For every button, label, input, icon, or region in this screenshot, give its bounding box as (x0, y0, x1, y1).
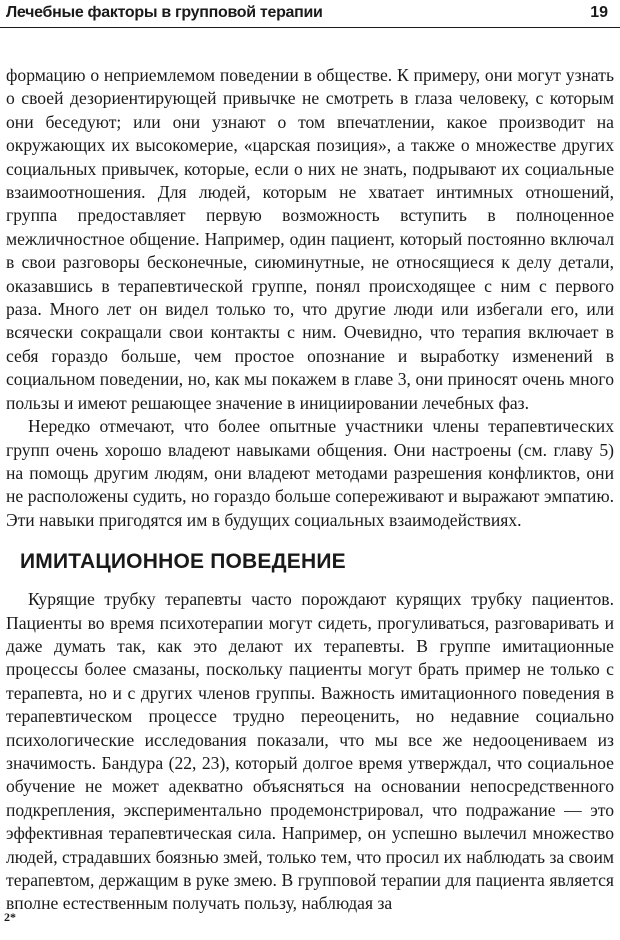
paragraph: Курящие трубку терапевты часто порождают курящих трубку пациентов. Пациенты во время психотерапии могут сидеть, прогуливаться, разговаривать и даже думать так, как это делают их терапевты. В группе имитационные процессы более смазаны, поскольку пациенты могут брать пример не только с терапевта, но и с других членов группы. Важность имитационного поведения в терапевтическом процессе трудно переоценить, но недавние социально психологические исследования показали, что мы все же недооцениваем из значимость. Бандура (22, 23), который долгое время утверждал, что социальное обучение не может адекватно объясняться на основании непосредственного подкрепления, экспериментально продемонстрировал, что подражание — это эффективная терапевтическая сила. Например, он успешно вылечил множество людей, страдавших боязнью змей, только тем, что просил их наблюдать за своим терапевтом, держащим в руке змею. В групповой терапии для пациента является вполне естественным получать пользу, наблюдая за (6, 589, 614, 914)
page-body (6, 64, 614, 916)
paragraph-continued: формацию о неприемлемом поведении в обществе. К примеру, они могут узнать о своей дезориентирующей привычке не смотреть в глаза человеку, с которым они беседуют; или они узнают о том впечатлении, какое производит на окружающих их высокомерие, «царская позиция», а также о множестве других социальных привычек, которые, если о них не знать, подрывают их социальные взаимоотношения. Для людей, которым не хватает интимных отношений, группа предоставляет первую возможность вступить в полноценное межличностное общение. Например, один пациент, который постоянно включал в свои разговоры бесконечные, сиюминутные, не относящиеся к делу детали, оказавшись в терапевтической группе, понял происходящее с ним с первого раза. Много лет он видел только то, что другие люди или избегали его, или всячески сокращали свои контакты с ним. Очевидно, что терапия включает в себя гораздо больше, чем простое опознание и выработку изменений в социальном поведении, но, как мы покажем в главе 3, они приносят очень много пользы и имеют решающее значение в инициировании лечебных фаз. (6, 65, 614, 413)
running-header (0, 0, 620, 28)
section-heading: ИМИТАЦИОННОЕ ПОВЕДЕНИЕ (20, 550, 346, 574)
paragraph: Нередко отмечают, что более опытные участники члены терапевтических групп очень хорошо владеют навыками общения. Они настроены (см. главу 5) на помощь другим людям, они владеют методами разрешения конфликтов, они не расположены судить, но гораздо больше сопереживают и выражают эмпатию. Эти навыки пригодятся им в будущих социальных взаимодействиях. (6, 416, 614, 530)
running-header-title: Лечебные факторы в групповой терапии (6, 4, 323, 21)
page-number: 19 (590, 4, 608, 21)
signature-mark: 2* (4, 910, 16, 924)
